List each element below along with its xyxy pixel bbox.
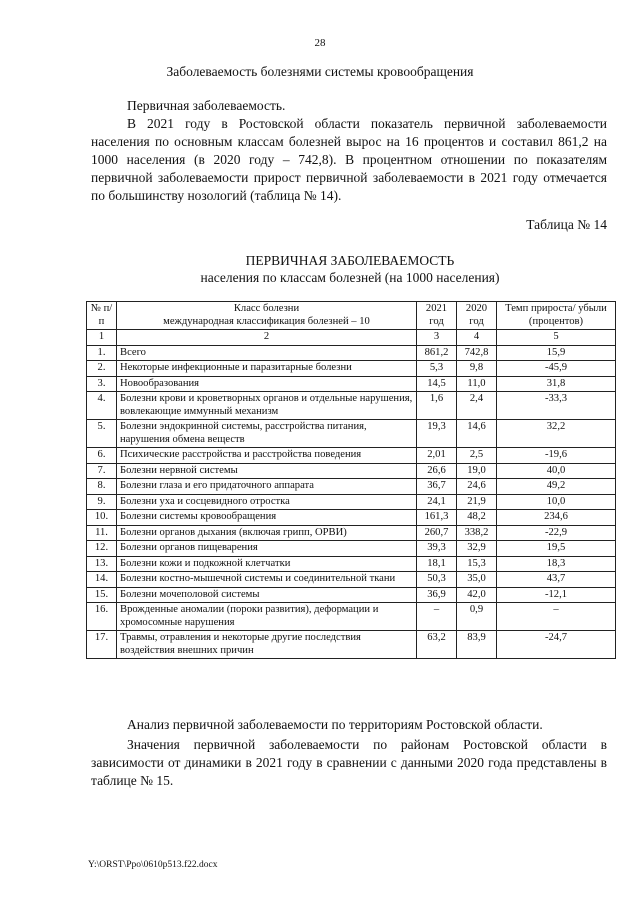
row-number-cell: 1. [87, 345, 117, 361]
row-2020-cell: 21,9 [457, 494, 497, 510]
table-row [87, 572, 616, 588]
header-2021: 2021 год [417, 302, 457, 330]
row-2021-cell: 2,01 [417, 448, 457, 464]
subheading: Первичная заболеваемость. [127, 98, 286, 113]
row-2021-cell: 63,2 [417, 631, 457, 659]
header-class-line2: международная классификация болезней – 10 [163, 315, 370, 327]
header-class-line1: Класс болезни [233, 303, 300, 314]
index-cell: 3 [417, 330, 457, 346]
table-index-row [87, 330, 616, 346]
row-2021-cell: 861,2 [417, 345, 457, 361]
row-2021-cell: 50,3 [417, 572, 457, 588]
row-2021-cell: 39,3 [417, 541, 457, 557]
row-class-cell: Травмы, отравления и некоторые другие последствия воздействия внешних причин [117, 631, 417, 659]
index-cell: 1 [87, 330, 117, 346]
row-2020-cell: 9,8 [457, 361, 497, 377]
row-rate-cell: 234,6 [497, 510, 616, 526]
row-number-cell: 5. [87, 420, 117, 448]
row-rate-cell: 19,5 [497, 541, 616, 557]
row-class-cell: Болезни уха и сосцевидного отростка [117, 494, 417, 510]
page-number: 28 [314, 37, 326, 49]
row-2021-cell: 18,1 [417, 556, 457, 572]
header-class [117, 302, 417, 330]
paragraph-territories: Анализ первичной заболеваемости по территориям Ростовской области. [127, 717, 543, 732]
row-2020-cell: 2,5 [457, 448, 497, 464]
row-2020-cell: 19,0 [457, 463, 497, 479]
row-number-cell: 12. [87, 541, 117, 557]
row-number-cell: 16. [87, 603, 117, 631]
row-2021-cell: 19,3 [417, 420, 457, 448]
row-class-cell: Психические расстройства и расстройства поведения [117, 448, 417, 464]
row-number-cell: 11. [87, 525, 117, 541]
row-2020-cell: 742,8 [457, 345, 497, 361]
row-2020-cell: 0,9 [457, 603, 497, 631]
row-class-cell: Болезни органов дыхания (включая грипп, ОРВИ) [117, 525, 417, 541]
table-row [87, 463, 616, 479]
row-2021-cell: 14,5 [417, 376, 457, 392]
row-2021-cell: – [417, 603, 457, 631]
table-number: Таблица № 14 [526, 217, 607, 232]
row-class-cell: Болезни костно-мышечной системы и соединительной ткани [117, 572, 417, 588]
table-title: ПЕРВИЧНАЯ ЗАБОЛЕВАЕМОСТЬ [245, 253, 455, 268]
row-2021-cell: 161,3 [417, 510, 457, 526]
table-row [87, 525, 616, 541]
row-number-cell: 4. [87, 392, 117, 420]
row-class-cell: Болезни эндокринной системы, расстройства питания, нарушения обмена веществ [117, 420, 417, 448]
row-2020-cell: 35,0 [457, 572, 497, 588]
table-row [87, 510, 616, 526]
table-row [87, 420, 616, 448]
row-class-cell: Некоторые инфекционные и паразитарные болезни [117, 361, 417, 377]
row-rate-cell: 40,0 [497, 463, 616, 479]
table-row [87, 448, 616, 464]
row-2021-cell: 36,9 [417, 587, 457, 603]
row-rate-cell: 10,0 [497, 494, 616, 510]
row-2021-cell: 26,6 [417, 463, 457, 479]
row-rate-cell: -19,6 [497, 448, 616, 464]
row-rate-cell: -12,1 [497, 587, 616, 603]
index-cell: 5 [497, 330, 616, 346]
table-row [87, 631, 616, 659]
paragraph-intro: В 2021 году в Ростовской области показатель первичной заболеваемости населения по основным классам болезней вырос на 16 процентов и составил 861,2 на 1000 населения (в 2020 году – 742,8). В процентном отношении по показателям первичной заболеваемости прирост первичной заболеваемости в 2021 году отмечается по большинству нозологий (таблица № 14). [91, 116, 607, 203]
row-class-cell: Врожденные аномалии (пороки развития), деформации и хромосомные нарушения [117, 603, 417, 631]
row-2021-cell: 24,1 [417, 494, 457, 510]
table-row [87, 376, 616, 392]
row-number-cell: 17. [87, 631, 117, 659]
row-rate-cell: 15,9 [497, 345, 616, 361]
row-rate-cell: 32,2 [497, 420, 616, 448]
table-row [87, 587, 616, 603]
row-number-cell: 9. [87, 494, 117, 510]
index-cell: 4 [457, 330, 497, 346]
row-number-cell: 7. [87, 463, 117, 479]
header-rate: Темп прироста/ убыли (процентов) [497, 302, 616, 330]
header-2020: 2020 год [457, 302, 497, 330]
row-number-cell: 6. [87, 448, 117, 464]
table-row [87, 345, 616, 361]
paragraph-districts: Значения первичной заболеваемости по районам Ростовской области в зависимости от динамики в 2021 году в сравнении с данными 2020 года представлены в таблице № 15. [91, 737, 607, 788]
row-rate-cell: – [497, 603, 616, 631]
row-rate-cell: 43,7 [497, 572, 616, 588]
table-row [87, 603, 616, 631]
row-2020-cell: 48,2 [457, 510, 497, 526]
row-class-cell: Болезни нервной системы [117, 463, 417, 479]
index-cell: 2 [117, 330, 417, 346]
row-rate-cell: -24,7 [497, 631, 616, 659]
row-number-cell: 13. [87, 556, 117, 572]
row-rate-cell: -45,9 [497, 361, 616, 377]
table-row [87, 494, 616, 510]
incidence-table [86, 301, 616, 659]
row-number-cell: 3. [87, 376, 117, 392]
row-rate-cell: 18,3 [497, 556, 616, 572]
row-class-cell: Новообразования [117, 376, 417, 392]
file-path-footer: Y:\ORST\Ppo\0610p513.f22.docx [88, 860, 218, 870]
row-2021-cell: 36,7 [417, 479, 457, 495]
row-2020-cell: 2,4 [457, 392, 497, 420]
row-class-cell: Болезни крови и кроветворных органов и отдельные нарушения, вовлекающие иммунный механизм [117, 392, 417, 420]
row-number-cell: 8. [87, 479, 117, 495]
section-heading: Заболеваемость болезнями системы кровообращения [166, 64, 474, 79]
header-num: № п/п [87, 302, 117, 330]
row-2021-cell: 5,3 [417, 361, 457, 377]
row-rate-cell: -22,9 [497, 525, 616, 541]
table-subtitle: населения по классам болезней (на 1000 населения) [200, 270, 500, 285]
table-row [87, 556, 616, 572]
row-rate-cell: 49,2 [497, 479, 616, 495]
row-rate-cell: 31,8 [497, 376, 616, 392]
row-class-cell: Болезни глаза и его придаточного аппарата [117, 479, 417, 495]
row-rate-cell: -33,3 [497, 392, 616, 420]
table-row [87, 392, 616, 420]
table-row [87, 541, 616, 557]
row-number-cell: 2. [87, 361, 117, 377]
row-class-cell: Болезни кожи и подкожной клетчатки [117, 556, 417, 572]
table-row [87, 479, 616, 495]
row-number-cell: 15. [87, 587, 117, 603]
row-number-cell: 10. [87, 510, 117, 526]
table-header-row [87, 302, 616, 330]
row-class-cell: Болезни органов пищеварения [117, 541, 417, 557]
row-2020-cell: 338,2 [457, 525, 497, 541]
table-row [87, 361, 616, 377]
row-number-cell: 14. [87, 572, 117, 588]
row-class-cell: Болезни мочеполовой системы [117, 587, 417, 603]
row-class-cell: Болезни системы кровообращения [117, 510, 417, 526]
row-2020-cell: 15,3 [457, 556, 497, 572]
row-2020-cell: 24,6 [457, 479, 497, 495]
row-2020-cell: 32,9 [457, 541, 497, 557]
row-2021-cell: 260,7 [417, 525, 457, 541]
row-class-cell: Всего [117, 345, 417, 361]
row-2020-cell: 83,9 [457, 631, 497, 659]
row-2020-cell: 42,0 [457, 587, 497, 603]
row-2020-cell: 11,0 [457, 376, 497, 392]
row-2020-cell: 14,6 [457, 420, 497, 448]
row-2021-cell: 1,6 [417, 392, 457, 420]
